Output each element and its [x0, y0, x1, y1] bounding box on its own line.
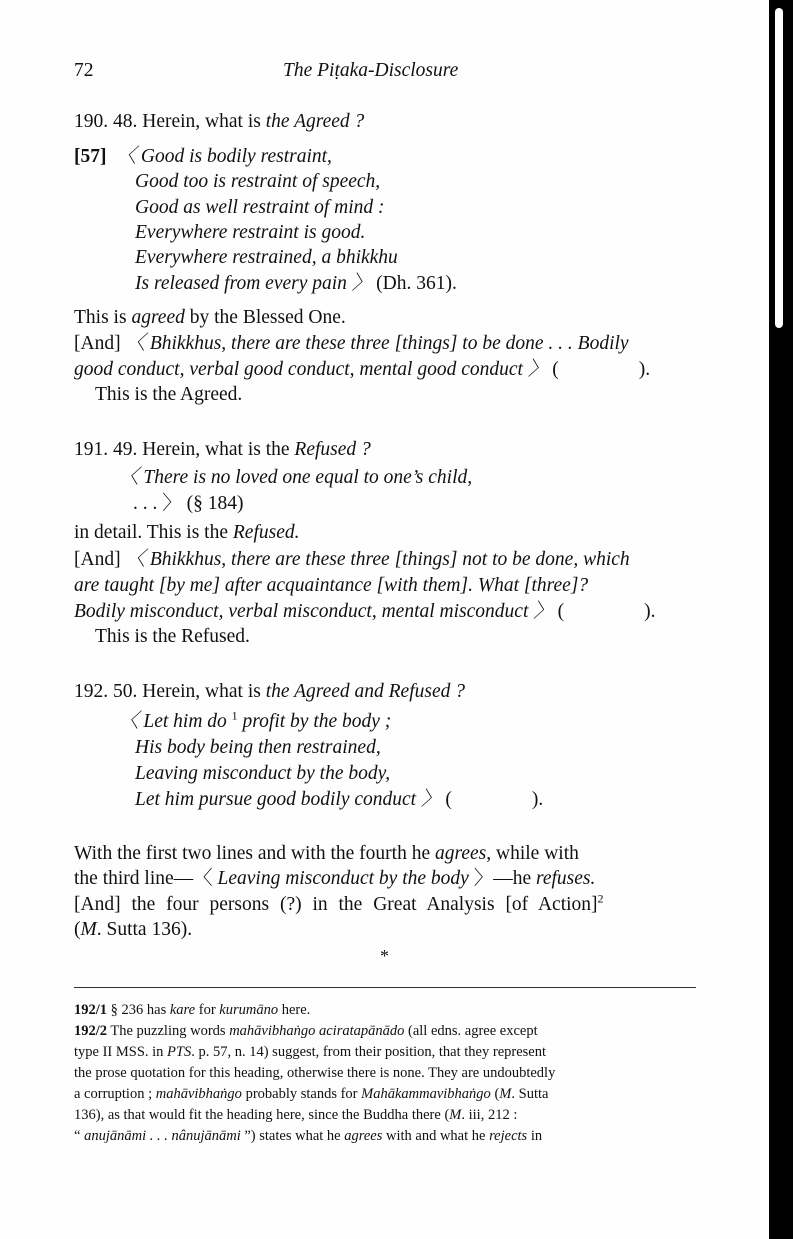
- ref-number: [57]: [74, 146, 107, 167]
- text: [And] the four persons (?) in the Great Analysis [of Action]: [74, 894, 598, 915]
- close-paren: ).: [531, 789, 544, 810]
- footnote-marker[interactable]: 2: [597, 891, 604, 906]
- verse-line: [135, 788, 543, 812]
- quote-italic: good conduct, verbal good conduct, mental good conduct 〉: [74, 359, 548, 380]
- footnote-text: (: [490, 1086, 500, 1102]
- verse-line: 〈 Good is bodily restraint,: [116, 146, 332, 167]
- footnote-text-italic: kare: [169, 1002, 196, 1018]
- footnote-text-italic: agrees: [344, 1128, 383, 1144]
- footnote-text: with and what he: [382, 1128, 490, 1144]
- verse-line-last: [135, 272, 457, 296]
- heading-text: 191. 49. Herein, what is the: [74, 439, 295, 460]
- footnote-text: 136), as that would fit the heading here, since the Buddha there (: [74, 1107, 450, 1123]
- footnote-text: the prose quotation for this heading, otherwise there is none. They are undoubtedly: [74, 1065, 556, 1081]
- body-line: [74, 867, 595, 891]
- body-line: [74, 600, 656, 624]
- verse-text: Is released from every pain 〉: [135, 273, 372, 294]
- quote-italic: Bodily misconduct, verbal misconduct, mental misconduct 〉: [74, 601, 553, 622]
- verse-line: [119, 710, 391, 734]
- page-number: 72: [74, 60, 94, 81]
- open-paren: (: [547, 359, 559, 380]
- footnote-1-line: [74, 1105, 517, 1125]
- footnote-text-italic: M: [449, 1107, 462, 1123]
- footnote-text: § 236 has: [107, 1002, 170, 1018]
- verse-line: Leaving misconduct by the body,: [135, 763, 391, 784]
- running-title: The Piṭaka-Disclosure: [283, 60, 459, 81]
- footnote-1-line: [74, 1042, 546, 1062]
- heading-italic: Refused ?: [294, 439, 371, 460]
- open-paren: (: [440, 789, 452, 810]
- footnote-text: a corruption ;: [74, 1086, 156, 1102]
- body-line: [74, 548, 630, 572]
- text: . Sutta 136).: [96, 919, 193, 940]
- footnote-1-line: [74, 1126, 542, 1146]
- body-line: [74, 842, 579, 866]
- body-line: [74, 893, 604, 917]
- footnote-text: type II MSS. in: [74, 1044, 168, 1060]
- verse-line: Good too is restraint of speech,: [135, 171, 381, 192]
- footnote-text: for: [195, 1002, 220, 1018]
- verse-line: 〈 There is no loved one equal to one’s child,: [119, 467, 473, 488]
- footnote-text-italic: kurumāno: [219, 1002, 279, 1018]
- heading-text: 192. 50. Herein, what is: [74, 681, 266, 702]
- footnote-marker[interactable]: 1: [231, 708, 238, 723]
- verse-first-line: [74, 145, 332, 169]
- section-192-heading: [74, 680, 465, 704]
- footnote-text-italic: rejects: [489, 1128, 528, 1144]
- text: by the Blessed One.: [184, 307, 346, 328]
- heading-text: 190. 48. Herein, what is: [74, 111, 266, 132]
- quote-italic: 〈 Bhikkhus, there are these three [things] to be done . . . Bodily: [125, 333, 629, 354]
- body-line: [74, 521, 300, 545]
- close-paren: ).: [638, 359, 651, 380]
- text: [And]: [74, 333, 126, 354]
- footnote-text-italic: PTS: [167, 1044, 192, 1060]
- text-italic: agrees: [434, 843, 487, 864]
- verse-line: Good as well restraint of mind :: [135, 197, 385, 218]
- heading-italic: the Agreed and Refused ?: [265, 681, 466, 702]
- footnote-text: ”) states what he: [240, 1128, 345, 1144]
- footnote-1-line: [74, 1021, 538, 1041]
- quote-italic: 〈 Bhikkhus, there are these three [things] not to be done, which: [125, 549, 630, 570]
- text: This is: [74, 307, 132, 328]
- text-italic: Leaving misconduct by the body: [217, 868, 469, 889]
- text: 〉—he: [468, 868, 536, 889]
- body-line: [74, 332, 629, 356]
- text: [And]: [74, 549, 126, 570]
- conclusion: This is the Agreed.: [95, 384, 243, 405]
- footnote-separator: [74, 987, 696, 988]
- footnote-text-italic: anujānāmi . . . nânujānāmi: [84, 1128, 241, 1144]
- verse-line: Everywhere restraint is good.: [135, 222, 366, 243]
- footnote-1-line: [74, 1084, 548, 1104]
- text: , while with: [486, 843, 579, 864]
- section-191-heading: [74, 438, 371, 462]
- section-190-heading: [74, 110, 364, 134]
- verse-text: Let him pursue good bodily conduct 〉: [135, 789, 441, 810]
- text-italic: M: [80, 919, 97, 940]
- footnote-text-italic: Mahākammavibhaṅgo: [361, 1086, 491, 1102]
- footnote-text-italic: mahāvibhaṅgo: [155, 1086, 242, 1102]
- verse-line: . . . 〉 (§ 184): [133, 493, 244, 514]
- text-italic: refuses.: [535, 868, 596, 889]
- footnote-text: . iii, 212 :: [461, 1107, 518, 1123]
- text-italic: Refused.: [232, 522, 300, 543]
- heading-italic: the Agreed ?: [265, 111, 365, 132]
- footnote-label: 192/1: [74, 1002, 108, 1018]
- open-paren: (: [552, 601, 565, 622]
- body-line: [74, 306, 346, 330]
- text-italic: agreed: [131, 307, 185, 328]
- footnote-text: . p. 57, n. 14) suggest, from their position, that they represent: [191, 1044, 547, 1060]
- footnote-text: . Sutta: [511, 1086, 549, 1102]
- footnote-text: in: [527, 1128, 543, 1144]
- verse-line: Everywhere restrained, a bhikkhu: [135, 247, 398, 268]
- text: With the first two lines and with the fourth he: [74, 843, 435, 864]
- footnote-text: The puzzling words: [107, 1023, 230, 1039]
- footnote-text: (all edns. agree except: [404, 1023, 538, 1039]
- body-line: [74, 918, 192, 942]
- footnote-label: 192/2: [74, 1023, 108, 1039]
- footnote-0: [74, 1000, 310, 1020]
- scan-edge-shadow: [769, 0, 793, 1239]
- verse-citation: (Dh. 361).: [371, 273, 457, 294]
- conclusion: This is the Refused.: [95, 626, 250, 647]
- footnote-1-line: [74, 1063, 555, 1083]
- footnote-text: probably stands for: [241, 1086, 362, 1102]
- footnote-text: “: [74, 1128, 85, 1144]
- text: (: [74, 919, 81, 940]
- verse-line: His body being then restrained,: [135, 737, 381, 758]
- text: in detail. This is the: [74, 522, 233, 543]
- close-paren: ).: [644, 601, 656, 622]
- footnote-text-italic: mahāvibhaṅgo aciratapānādo: [229, 1023, 405, 1039]
- verse-text: profit by the body ;: [237, 711, 392, 732]
- body-line: [74, 358, 650, 382]
- verse-text: 〈 Let him do: [119, 711, 232, 732]
- footnote-text: here.: [278, 1002, 311, 1018]
- section-end-asterisk: *: [380, 946, 389, 966]
- text: the third line—〈: [74, 868, 218, 889]
- footnote-text-italic: M: [499, 1086, 512, 1102]
- body-line: are taught [by me] after acquaintance [with them]. What [three]?: [74, 575, 589, 596]
